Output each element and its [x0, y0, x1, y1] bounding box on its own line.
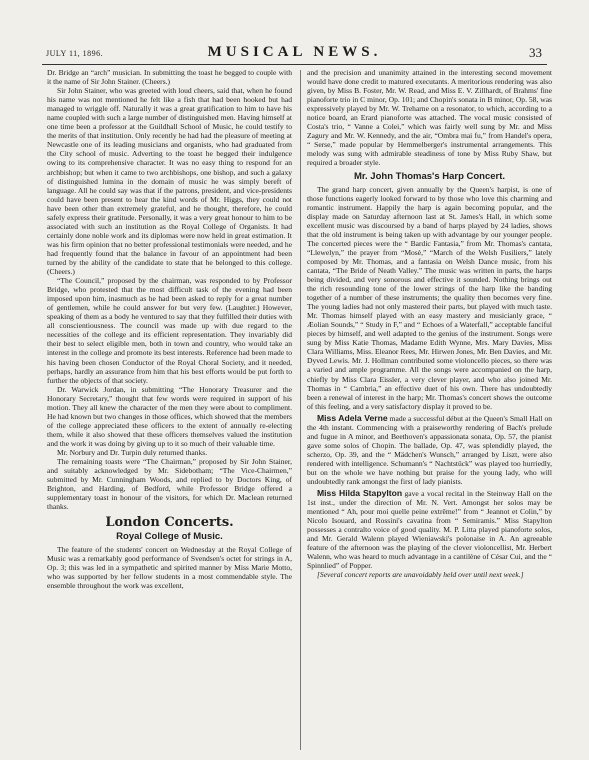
- paragraph: Mr. Norbury and Dr. Turpin duly returned thanks.: [57, 447, 208, 457]
- paragraph: [307, 414, 552, 486]
- column-divider: [300, 70, 301, 750]
- section-heading: London Concerts.: [105, 515, 234, 531]
- paragraph: and the precision and unanimity attained in the interesting second movement would have done credit to matured executants. A meritorious rendering was also given, by Miss B. Foster, Mr. W. Read, and Miss E. V. Zillhardt, of Brahms' fine pianoforte trio in C minor, Op. 101; and Chopin's sonata in B minor, Op. 58, was expressively played by Mr. W. Treharne on a resonator, to which, according to a notice board, an Erard pianoforte was attached. The vocal music consisted of Costa's trio, “ Vanne a Colei,” which was fairly well sung by Mr. and Miss Zagury and Mr. W. Kennedy, and the air, “Ombra mai fu,” from Handel's opera, “ Serse,” made popular by Hemmelberger's instrumental arrangements. This melody was sung with admirable steadiness of tone by Miss Ruby Shaw, but required a broader style.: [307, 68, 552, 168]
- issue-date: JULY 11, 1896.: [46, 49, 104, 58]
- header-rule: [42, 64, 547, 65]
- paragraph: Sir John Stainer, who was greeted with loud cheers, said that, when he found his name was not mentioned he felt like a fish that had been hooked but had managed to wriggle off. Naturally it was a great gratification to him to have his name coupled with such a large number of distinguished men. Having himself at one time been a professor at the Guildhall School of Music, he could testify to the merits of that institution. Only recently he had had the pleasure of meeting at Newcastle one of its leading musicians and organists, who had graduated from the City school of music. Adverting to the toast he begged their indulgence owing to its comprehensive character. It was no easy thing to respond for an archbishop; but when it came to two archbishops, one bishop, and such a galaxy of distinguished lumina in the domain of music he was simply bereft of language. All he could say was that if the patrons, president, and vice-presidents could have been present to hear the kind words of Mr. Higgs, they could not have been other than extremely grateful, and he thought, therefore, he could safely express their gratitude. Personally, it was a very great honour to him to be associated with such an institution as the Royal College of Organists. It had certainly done noble work and its diplomas were now held in great estimation. It was his firm opinion that no better professional testimonials were needed, and he had frequently found that the balance in favour of an appointment had been turned by the ability of the candidate to state that he belonged to this college. (Cheers.): [47, 86, 292, 277]
- subsection-heading: Mr. John Thomas's Harp Concert.: [353, 170, 506, 182]
- page-header: [0, 44, 589, 64]
- paragraph: Dr. Warwick Jordan, in submitting “The Honorary Treasurer and the Honorary Secretary,” thought that few words were required in support of his motion. They all knew the character of the men they were about to compliment. He had known but two changes in those offices, which showed that the members of the college appreciated these officers to the extent of annually re-electing them, while it also showed that these officers themselves valued the institution and the work it was doing by giving up to it so much of their valuable time.: [47, 384, 292, 448]
- paragraph: The grand harp concert, given annually by the Queen's harpist, is one of those functions eagerly looked forward to by those who love this charming and romantic instrument. Happily the harp is again becoming popular, and the display made on Saturday afternoon last at St. James's Hall, in which some excellent music was discoursed by a band of harps played by 24 ladies, shows that the old instrument is being taken up with advantage by our younger people. The concerted pieces were the “ Bardic Fantasia,” from Mr. Thomas's cantata, “Llewelyn,” the prayer from “Mosè,” “March of the Welsh Fusiliers,” lately composed by Mr. Thomas, and a fantasia on Welsh Dance music, from his cantata, “The Bride of Neath Valley.” The music was written in parts, the harps being divided, and very sonorous and effective it sounded. Nothing brings out the rich resounding tone of the lower strings of the harp like the banding together of a number of these instruments; the quality then becomes very fine. The young ladies had not only mastered their parts, but played with much taste. Mr. Thomas himself played with an easy mastery and musicianly grace, “ Æolian Sounds,” “ Study in F,” and “ Echoes of a Waterfall,” acceptable fanciful pieces by himself, and well adapted to the genius of the instrument. Songs were sung by Miss Katie Thomas, Madame Edith Wynne, Mrs. Mary Davies, Miss Clara Williams, Miss. Eleanor Rees, Mr. Hirwen Jones, Mr. Ben Davies, and Mr. Dyved Lewis. Mr. J. Hollman contributed some violoncello pieces, so there was a varied and ample programme. All the songs were accompanied on the harp, chiefly by Miss Clara Eissler, a very clever player, and who also joined Mr. Thomas in “ Cambria,” an effective duet of his own. There has undoubtedly been a renewal of interest in the harp; Mr. Thomas's concert shows the outcome of this feeling, and a very satisfactory display it proved to be.: [307, 184, 552, 411]
- subsection-heading: Royal College of Music.: [116, 531, 223, 543]
- page-number: 33: [529, 45, 542, 60]
- paragraph: The remaining toasts were “The Chairman,” proposed by Sir John Stainer, and suitably acknowledged by Mr. Sidebotham; “The Vice-Chairmen,” submitted by Mr. Cunningham Woods, and replied to by Doctors King, of Brighton, and Harding, of Bedford, while Professor Bridge offered a supplementary toast in honour of the visitors, for which Dr. Maclean returned thanks.: [47, 457, 292, 512]
- performer-name: Miss Hilda Stapylton: [317, 488, 403, 499]
- paragraph-text: gave a vocal recital in the Steinway Hall on the 1st inst., under the direction of Mr. N. Vert. Amongst her solos may be mentioned “ Ah, pour moi quelle peine extrême!” from “ Jeannot et Colin,” by Nicolo Isouard, and Rossini's cavatina from “ Semiramis.” Miss Stapylton possesses a contralto voice of good quality. M. P. Litta played pianoforte solos, and Mr. Gerald Walenn played Wieniawski's polonaise in A. An agreeable feature of the afternoon was the playing of the clever violoncellist, Mr. Herbert Walenn, who was heard to much advantage in a cantilène of César Cui, and the “ Spinnlied” of Popper.: [307, 489, 552, 571]
- paragraph: [307, 489, 552, 570]
- right-column: [307, 68, 552, 580]
- performer-name: Miss Adela Verne: [317, 412, 388, 423]
- masthead-title: MUSICAL NEWS.: [207, 44, 382, 60]
- paragraph: “The Council,” proposed by the chairman, was responded to by Professor Bridge, who protested that the most difficult task of the evening had been imposed upon him, inasmuch as he had been asked to reply for a great number of gentlemen, while he could answer for but very few. (Laughter.) However, speaking of them as a body he ventured to say that they fulfilled their duties with all conscientiousness. The council was made up with due regard to the necessities of the college and its efficient representation. They invariably did their best to select eligible men, both in town and country, who would take an interest in the college and promote its best interests. Reference had been made to his having been chosen Conductor of the Royal Choral Society, and it needed, perhaps, hardly an assurance from him that his best efforts would be put forth to further the objects of that society.: [47, 276, 292, 385]
- paragraph-text: made a successful début at the Queen's Small Hall on the 4th instant. Commencing with a praiseworthy rendering of Bach's prelude and fugue in A minor, and Beethoven's appassionata sonata, Op. 57, the pianist gave some solos of Chopin. The ballade, Op. 47, was splendidly played, the scherzo, Op. 39, and the “ Mädchen's Wunsch,” arranged by Liszt, were also rendered with intelligence. Schumann's “ Nachtstück” was played too hurriedly, but on the whole we have nothing but praise for the young lady, who will undoubtedly rank amongst the first of lady pianists.: [307, 413, 553, 487]
- paragraph: The feature of the students' concert on Wednesday at the Royal College of Music was a remarkably good performance of Svendsen's octet for strings in A, Op. 3; this was led in a sympathetic and spirited manner by Miss Marie Motto, who was supported by her fellow students in a most commendable style. The ensemble throughout the work was excellent,: [47, 545, 292, 591]
- paragraph: Dr. Bridge an “arch” musician. In submitting the toast he begged to couple with it the name of Sir John Stainer. (Cheers.): [47, 68, 292, 87]
- left-column: [47, 68, 292, 591]
- editorial-note: [Several concert reports are unavoidably held over until next week.]: [317, 570, 524, 580]
